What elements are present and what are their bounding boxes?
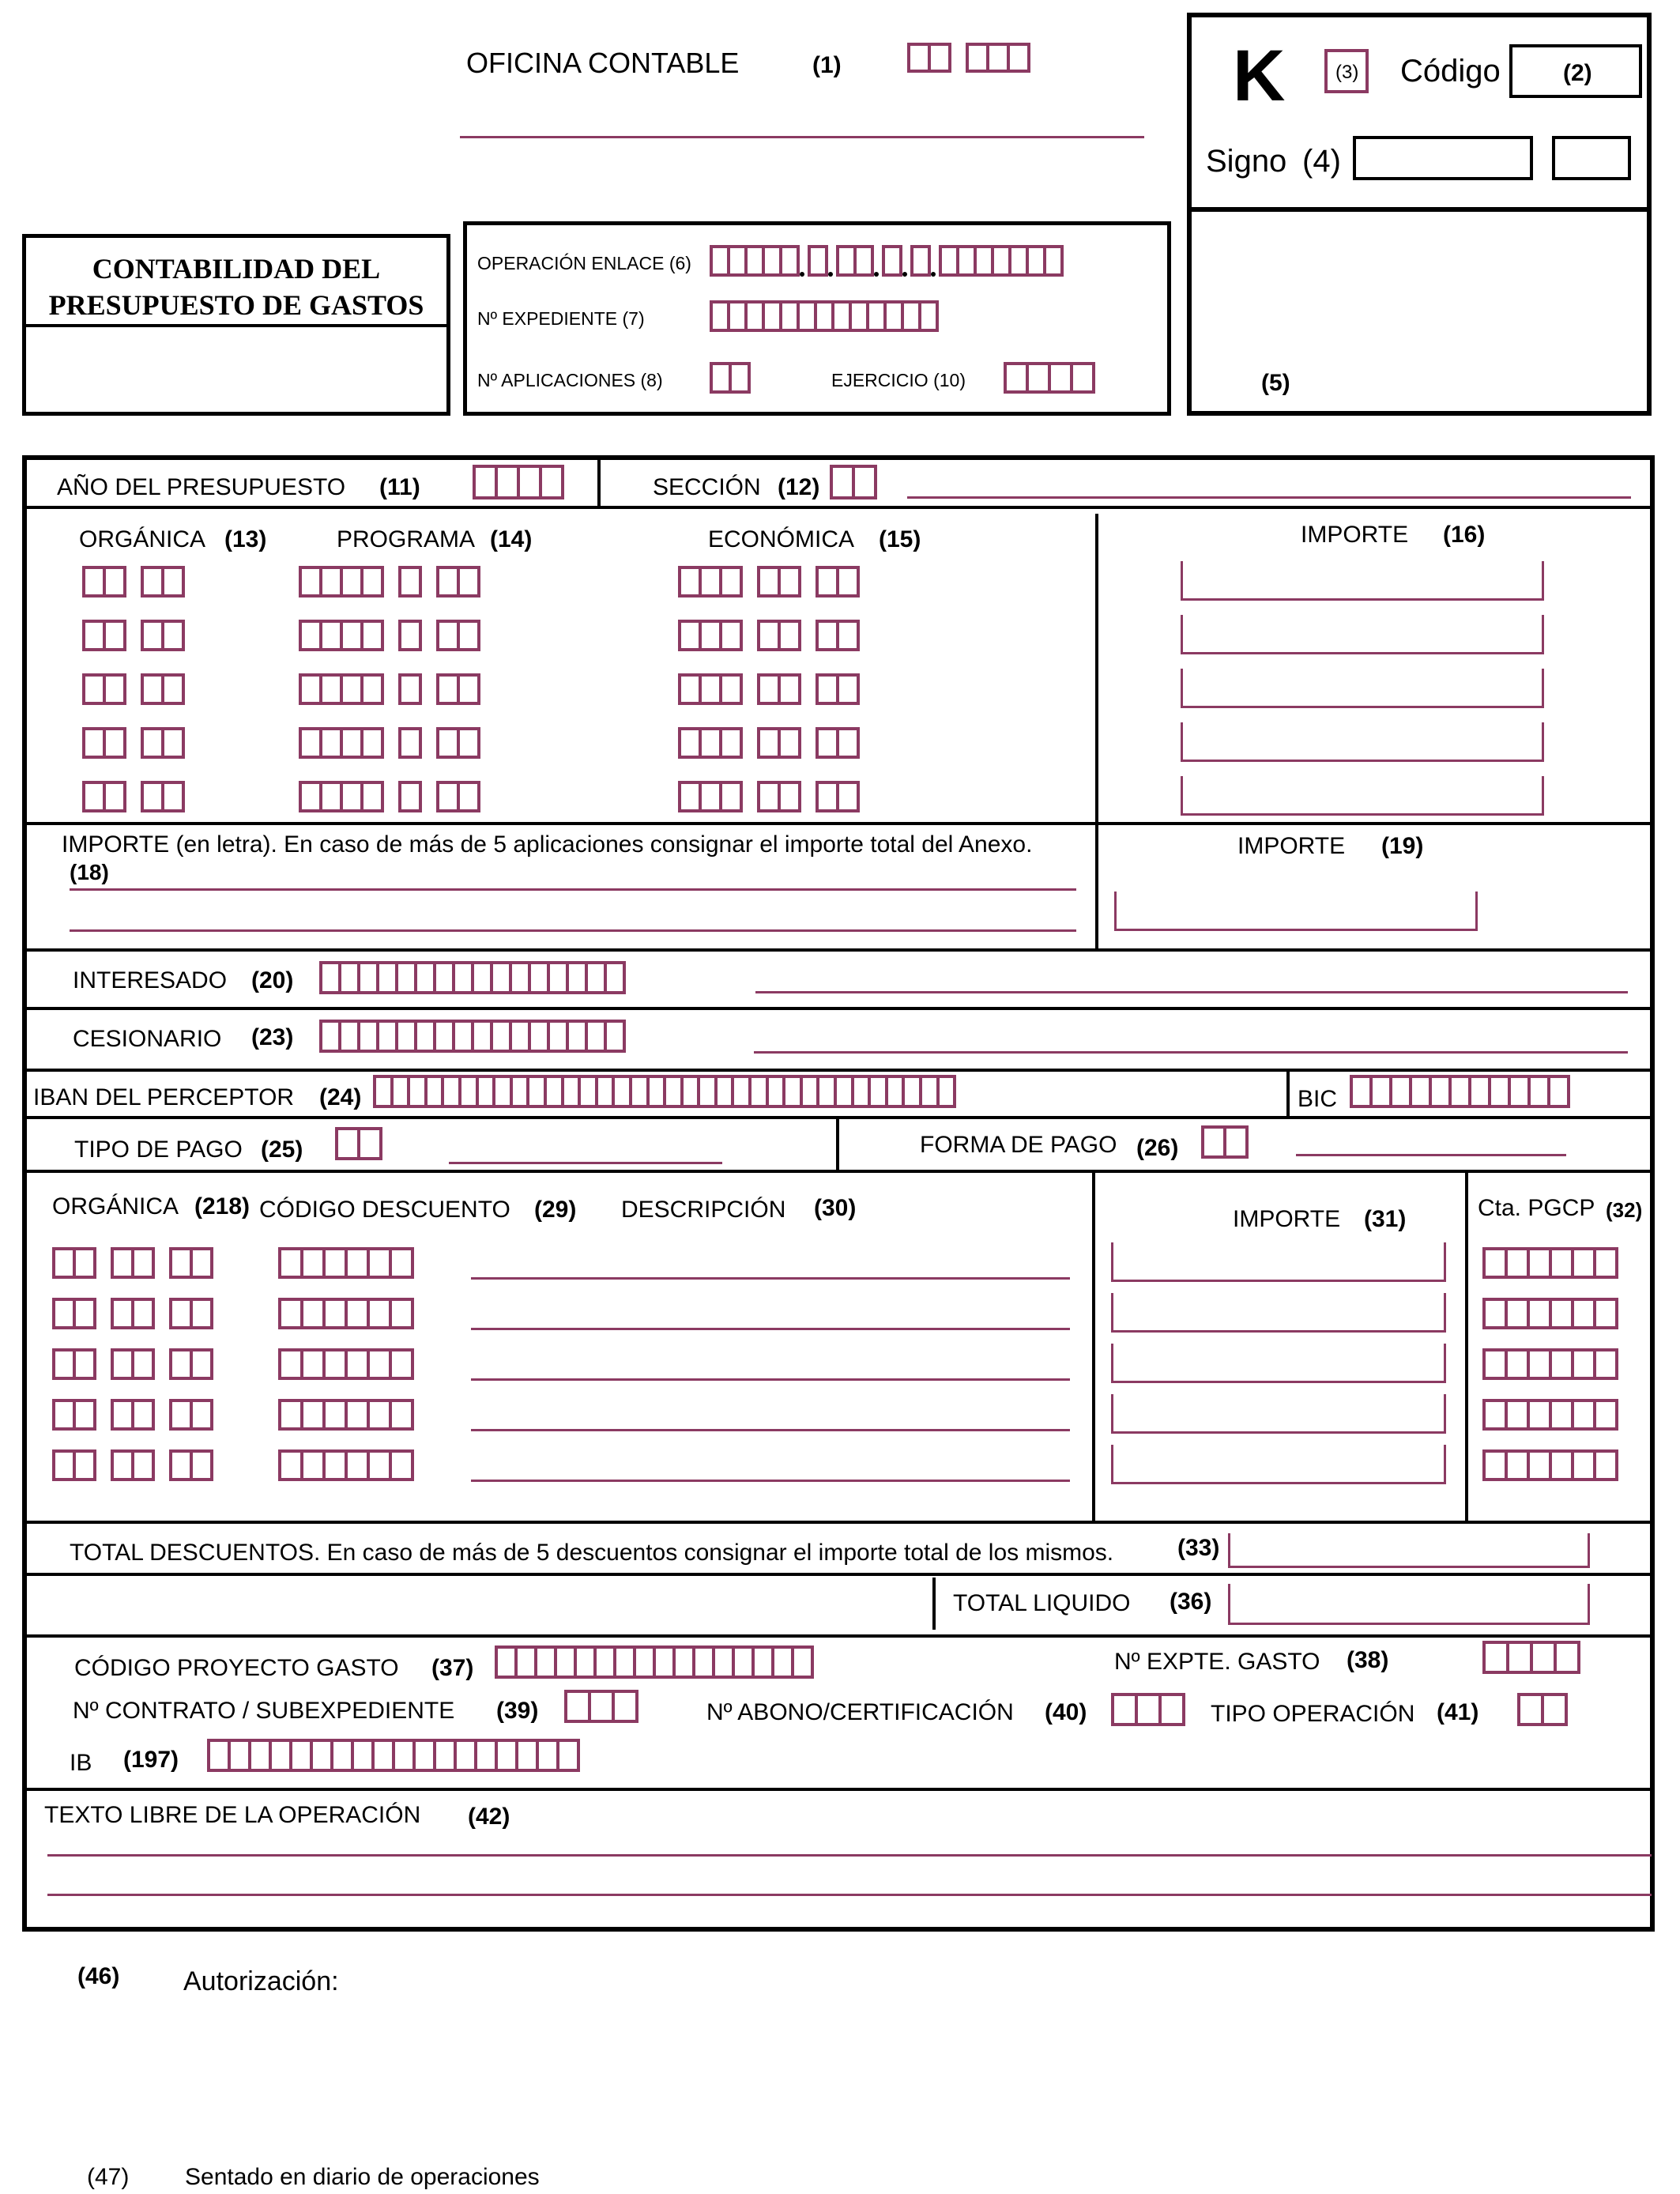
programa-cells[interactable]	[299, 673, 477, 705]
char-cell[interactable]	[778, 727, 801, 759]
codigo-num: (2)	[1563, 60, 1592, 86]
desc-importe-field[interactable]	[1111, 1242, 1446, 1282]
anio-cells[interactable]	[473, 465, 561, 499]
num-46: (46)	[77, 1963, 120, 1989]
codigo-descuento-cells[interactable]	[278, 1247, 411, 1279]
char-cell[interactable]	[389, 1449, 414, 1481]
cesionario-cells[interactable]	[319, 1020, 623, 1053]
interesado-line[interactable]	[755, 991, 1628, 993]
char-cell[interactable]	[836, 673, 860, 705]
char-cell[interactable]	[928, 43, 951, 73]
descripcion-num: (30)	[814, 1195, 857, 1221]
char-cell[interactable]	[190, 1449, 213, 1481]
char-cell[interactable]	[73, 1399, 96, 1431]
char-cell[interactable]	[778, 566, 801, 598]
char-cell[interactable]	[457, 566, 480, 598]
char-cell[interactable]	[389, 1298, 414, 1329]
char-cell[interactable]	[564, 1690, 591, 1723]
economica-cells[interactable]	[678, 673, 857, 705]
desc-organica-cells[interactable]	[52, 1247, 210, 1279]
anio-label: AÑO DEL PRESUPUESTO	[57, 474, 346, 500]
interesado-num: (20)	[251, 967, 294, 993]
codigo-descuento-cells[interactable]	[278, 1449, 411, 1481]
importe19-divider	[1095, 822, 1098, 948]
char-cell[interactable]	[778, 781, 801, 812]
signo-num: (4)	[1302, 144, 1341, 179]
tipo-pago-cells[interactable]	[335, 1127, 379, 1160]
char-cell[interactable]	[853, 245, 874, 277]
ib-num: (197)	[123, 1747, 179, 1773]
contabilidad-divider	[25, 324, 447, 327]
expediente-label: Nº EXPEDIENTE (7)	[477, 308, 645, 329]
char-cell[interactable]	[457, 620, 480, 651]
seccion-cells[interactable]	[830, 465, 874, 499]
tipo-pago-label: TIPO DE PAGO	[74, 1137, 243, 1163]
importe-letra-line-2[interactable]	[70, 929, 1076, 932]
char-cell[interactable]	[604, 961, 626, 994]
programa-cells[interactable]	[299, 727, 477, 759]
separator-dot	[828, 272, 833, 277]
importe19-label: IMPORTE	[1237, 833, 1346, 859]
char-cell[interactable]	[73, 1298, 96, 1329]
codigo-label: Código	[1400, 54, 1501, 89]
expte-gasto-num: (38)	[1347, 1647, 1389, 1673]
char-cell[interactable]	[161, 566, 185, 598]
row-divider-11	[27, 1788, 1650, 1791]
char-cell[interactable]	[1007, 43, 1030, 73]
char-cell[interactable]	[398, 781, 422, 812]
row-divider-9	[27, 1573, 1650, 1576]
cta-pgcp-cells[interactable]	[1482, 1298, 1615, 1329]
organica-cells[interactable]	[82, 620, 182, 651]
interesado-label: INTERESADO	[73, 967, 228, 993]
signo-field-1[interactable]	[1353, 136, 1533, 180]
char-cell[interactable]	[836, 781, 860, 812]
char-cell[interactable]	[360, 620, 384, 651]
char-cell[interactable]	[103, 566, 126, 598]
organica-cells[interactable]	[82, 566, 182, 598]
codigo-descuento-num: (29)	[534, 1197, 577, 1223]
char-cell[interactable]	[389, 1247, 414, 1279]
char-cell[interactable]	[1593, 1449, 1618, 1481]
char-cell[interactable]	[1482, 1641, 1509, 1674]
char-cell[interactable]	[836, 620, 860, 651]
contrato-cells[interactable]	[564, 1690, 635, 1723]
char-cell[interactable]	[389, 1348, 414, 1380]
organica-cells[interactable]	[82, 727, 182, 759]
char-cell[interactable]	[791, 1646, 814, 1679]
row-divider-10	[27, 1634, 1650, 1638]
importe19-field[interactable]	[1114, 892, 1478, 931]
char-cell[interactable]	[1135, 1693, 1162, 1726]
char-cell[interactable]	[1043, 245, 1064, 277]
char-cell[interactable]	[161, 620, 185, 651]
char-cell[interactable]	[131, 1449, 155, 1481]
liquido-divider	[932, 1578, 936, 1630]
separator-dot	[902, 272, 907, 277]
codigo-descuento-cells[interactable]	[278, 1399, 411, 1431]
tipo-operacion-cells[interactable]	[1517, 1693, 1565, 1726]
abono-cells[interactable]	[1111, 1693, 1182, 1726]
k-field-num: (3)	[1335, 62, 1359, 83]
operacion-enlace-cells[interactable]	[710, 245, 1060, 277]
char-cell[interactable]	[719, 620, 743, 651]
tipo-operacion-label: TIPO OPERACIÓN	[1211, 1701, 1415, 1727]
seccion-label: SECCIÓN	[653, 474, 761, 500]
char-cell[interactable]	[190, 1348, 213, 1380]
char-cell[interactable]	[161, 727, 185, 759]
contrato-label: Nº CONTRATO / SUBEXPEDIENTE	[73, 1698, 455, 1724]
oficina-contable-label: OFICINA CONTABLE	[466, 47, 740, 79]
char-cell[interactable]	[719, 781, 743, 812]
abono-num: (40)	[1045, 1699, 1087, 1725]
char-cell[interactable]	[360, 727, 384, 759]
char-cell[interactable]	[103, 673, 126, 705]
row-divider-1	[27, 506, 1650, 509]
num-47: (47)	[87, 2164, 130, 2190]
importe-letra-num: (18)	[70, 860, 109, 884]
cesionario-num: (23)	[251, 1024, 294, 1050]
char-cell[interactable]	[612, 1690, 638, 1723]
char-cell[interactable]	[778, 620, 801, 651]
aplicaciones-divider	[1095, 514, 1098, 822]
oficina-contable-num: (1)	[812, 52, 842, 78]
operacion-enlace-label: OPERACIÓN ENLACE (6)	[477, 253, 691, 273]
codigo-proyecto-label: CÓDIGO PROYECTO GASTO	[74, 1655, 399, 1681]
oficina-contable-cells[interactable]	[907, 43, 1027, 73]
oficina-contable-line[interactable]	[460, 136, 1144, 138]
texto-libre-num: (42)	[468, 1804, 510, 1830]
char-cell[interactable]	[398, 620, 422, 651]
char-cell[interactable]	[1530, 1641, 1557, 1674]
forma-pago-num: (26)	[1136, 1135, 1179, 1161]
char-cell[interactable]	[778, 673, 801, 705]
total-descuentos-label: TOTAL DESCUENTOS. En caso de más de 5 descuentos consignar el importe total de los mismos.	[70, 1540, 1114, 1566]
cta-pgcp-num: (32)	[1606, 1198, 1643, 1222]
descripcion-line[interactable]	[471, 1328, 1070, 1330]
k-letter: K	[1233, 36, 1286, 116]
char-cell[interactable]	[852, 465, 877, 499]
char-cell[interactable]	[1593, 1247, 1618, 1279]
expte-gasto-label: Nº EXPTE. GASTO	[1114, 1649, 1320, 1675]
char-cell[interactable]	[190, 1247, 213, 1279]
desc-importe-label: IMPORTE	[1233, 1206, 1341, 1232]
organica-label: ORGÁNICA	[79, 526, 206, 552]
char-cell[interactable]	[1223, 1125, 1249, 1159]
char-cell[interactable]	[190, 1399, 213, 1431]
tipo-operacion-num: (41)	[1437, 1699, 1479, 1725]
expediente-cells[interactable]	[710, 300, 936, 332]
char-cell[interactable]	[131, 1298, 155, 1329]
k-field-box[interactable]	[1324, 49, 1369, 93]
char-cell[interactable]	[161, 781, 185, 812]
char-cell[interactable]	[910, 245, 931, 277]
row-divider-4	[27, 1007, 1650, 1010]
char-cell[interactable]	[457, 781, 480, 812]
descripcion-label: DESCRIPCIÓN	[621, 1197, 786, 1223]
separator-dot	[931, 272, 936, 277]
importe-letra-label: IMPORTE (en letra). En caso de más de 5 aplicaciones consignar el importe total del Anexo.	[62, 831, 1033, 858]
row-divider-2	[27, 822, 1650, 825]
programa-label: PROGRAMA	[337, 526, 476, 552]
row-divider-8	[27, 1521, 1650, 1524]
char-cell[interactable]	[719, 566, 743, 598]
ib-cells[interactable]	[207, 1739, 577, 1772]
contabilidad-title-line1: CONTABILIDAD DEL	[92, 253, 381, 285]
codigo-descuento-cells[interactable]	[278, 1298, 411, 1329]
importe-field[interactable]	[1181, 561, 1544, 601]
char-cell[interactable]	[161, 673, 185, 705]
char-cell[interactable]	[1070, 362, 1095, 394]
importe-field[interactable]	[1181, 722, 1544, 762]
desc-organica-cells[interactable]	[52, 1348, 210, 1380]
bic-divider	[1286, 1069, 1290, 1116]
desc-organica-cells[interactable]	[52, 1449, 210, 1481]
total-liquido-label: TOTAL LIQUIDO	[953, 1590, 1131, 1616]
char-cell[interactable]	[1593, 1348, 1618, 1380]
signo-label: Signo	[1206, 144, 1287, 179]
descripcion-line[interactable]	[471, 1378, 1070, 1381]
economica-cells[interactable]	[678, 620, 857, 651]
interesado-cells[interactable]	[319, 961, 623, 994]
cesionario-line[interactable]	[754, 1051, 1628, 1054]
separator-dot	[874, 272, 879, 277]
seccion-num: (12)	[778, 474, 820, 500]
texto-libre-line-2[interactable]	[47, 1894, 1652, 1896]
texto-libre-label: TEXTO LIBRE DE LA OPERACIÓN	[44, 1802, 421, 1828]
char-cell[interactable]	[1517, 1693, 1544, 1726]
char-cell[interactable]	[719, 673, 743, 705]
row-divider-3	[27, 948, 1650, 952]
codigo-descuento-cells[interactable]	[278, 1348, 411, 1380]
char-cell[interactable]	[604, 1020, 626, 1053]
box5-num: (5)	[1261, 370, 1290, 396]
char-cell[interactable]	[398, 673, 422, 705]
char-cell[interactable]	[457, 673, 480, 705]
forma-pago-cells[interactable]	[1201, 1125, 1245, 1159]
char-cell[interactable]	[1547, 1075, 1570, 1108]
bic-label: BIC	[1298, 1086, 1338, 1112]
char-cell[interactable]	[389, 1399, 414, 1431]
signo-field-2[interactable]	[1552, 136, 1631, 180]
char-cell[interactable]	[190, 1298, 213, 1329]
ib-label: IB	[70, 1750, 92, 1776]
total-liquido-field[interactable]	[1228, 1584, 1590, 1625]
desc-organica-cells[interactable]	[52, 1399, 210, 1431]
economica-label: ECONÓMICA	[708, 526, 855, 552]
programa-cells[interactable]	[299, 620, 477, 651]
char-cell[interactable]	[1506, 1641, 1533, 1674]
forma-pago-line[interactable]	[1296, 1154, 1566, 1156]
economica-cells[interactable]	[678, 566, 857, 598]
char-cell[interactable]	[1111, 1693, 1138, 1726]
bic-cells[interactable]	[1350, 1075, 1567, 1108]
desc-importe-field[interactable]	[1111, 1293, 1446, 1333]
importe-num: (16)	[1443, 522, 1486, 548]
economica-cells[interactable]	[678, 781, 857, 812]
char-cell[interactable]	[539, 465, 564, 499]
char-cell[interactable]	[588, 1690, 615, 1723]
iban-label: IBAN DEL PERCEPTOR	[33, 1084, 295, 1110]
char-cell[interactable]	[398, 566, 422, 598]
char-cell[interactable]	[808, 245, 828, 277]
codigo-proyecto-num: (37)	[431, 1655, 474, 1681]
total-liquido-num: (36)	[1170, 1589, 1212, 1615]
economica-cells[interactable]	[678, 727, 857, 759]
tipo-pago-line[interactable]	[449, 1162, 722, 1164]
char-cell[interactable]	[457, 727, 480, 759]
programa-cells[interactable]	[299, 566, 477, 598]
desc-importe-num: (31)	[1364, 1206, 1407, 1232]
importe-field[interactable]	[1181, 776, 1544, 816]
char-cell[interactable]	[357, 1127, 382, 1160]
programa-cells[interactable]	[299, 781, 477, 812]
char-cell[interactable]	[729, 362, 751, 394]
char-cell[interactable]	[103, 727, 126, 759]
char-cell[interactable]	[556, 1739, 580, 1772]
char-cell[interactable]	[1554, 1641, 1580, 1674]
tipo-pago-num: (25)	[261, 1137, 303, 1163]
char-cell[interactable]	[360, 566, 384, 598]
autorizacion-label: Autorización:	[183, 1966, 339, 1996]
cta-pgcp-cells[interactable]	[1482, 1399, 1615, 1431]
char-cell[interactable]	[398, 727, 422, 759]
char-cell[interactable]	[131, 1247, 155, 1279]
char-cell[interactable]	[1593, 1298, 1618, 1329]
k-box-divider	[1192, 207, 1647, 212]
separator-dot	[800, 272, 804, 277]
total-descuentos-num: (33)	[1177, 1535, 1220, 1561]
importe-field[interactable]	[1181, 615, 1544, 654]
row-divider-7	[27, 1170, 1650, 1173]
char-cell[interactable]	[1593, 1399, 1618, 1431]
abono-label: Nº ABONO/CERTIFICACIÓN	[706, 1699, 1014, 1725]
desc-organica-label: ORGÁNICA	[52, 1193, 179, 1220]
ejercicio-cells[interactable]	[1004, 362, 1092, 394]
aplicaciones-label: Nº APLICACIONES (8)	[477, 370, 663, 390]
char-cell[interactable]	[1158, 1693, 1185, 1726]
cta-pgcp-cells[interactable]	[1482, 1348, 1615, 1380]
sentado-label: Sentado en diario de operaciones	[185, 2164, 540, 2190]
char-cell[interactable]	[836, 727, 860, 759]
ejercicio-label: EJERCICIO (10)	[831, 370, 966, 390]
cta-pgcp-label: Cta. PGCP	[1478, 1195, 1595, 1221]
desc-organica-cells[interactable]	[52, 1298, 210, 1329]
importe-label: IMPORTE	[1301, 522, 1409, 548]
cta-pgcp-cells[interactable]	[1482, 1449, 1615, 1481]
char-cell[interactable]	[1541, 1693, 1568, 1726]
texto-libre-line-1[interactable]	[47, 1854, 1652, 1857]
pago-divider	[836, 1116, 839, 1170]
codigo-proyecto-cells[interactable]	[495, 1646, 811, 1679]
total-descuentos-field[interactable]	[1228, 1533, 1590, 1568]
organica-num: (13)	[224, 526, 267, 552]
descripcion-line[interactable]	[471, 1277, 1070, 1280]
contrato-num: (39)	[496, 1698, 539, 1724]
codigo-descuento-label: CÓDIGO DESCUENTO	[259, 1197, 510, 1223]
organica-cells[interactable]	[82, 781, 182, 812]
desc-divider-1	[1092, 1170, 1095, 1521]
char-cell[interactable]	[936, 1075, 957, 1108]
importe-letra-line-1[interactable]	[70, 888, 1076, 891]
char-cell[interactable]	[882, 245, 902, 277]
row-divider-5	[27, 1069, 1650, 1072]
economica-num: (15)	[879, 526, 921, 552]
anio-num: (11)	[379, 474, 420, 500]
char-cell[interactable]	[719, 727, 743, 759]
cta-pgcp-cells[interactable]	[1482, 1247, 1615, 1279]
char-cell[interactable]	[131, 1348, 155, 1380]
iban-num: (24)	[319, 1084, 362, 1110]
desc-organica-num: (218)	[194, 1193, 250, 1220]
organica-cells[interactable]	[82, 673, 182, 705]
char-cell[interactable]	[836, 566, 860, 598]
char-cell[interactable]	[360, 673, 384, 705]
importe-field[interactable]	[1181, 669, 1544, 708]
anio-divider	[597, 460, 601, 506]
expte-gasto-cells[interactable]	[1482, 1641, 1577, 1674]
char-cell[interactable]	[73, 1348, 96, 1380]
char-cell[interactable]	[103, 620, 126, 651]
contabilidad-title-line2: PRESUPUESTO DE GASTOS	[48, 289, 424, 321]
desc-importe-field[interactable]	[1111, 1394, 1446, 1434]
importe19-num: (19)	[1381, 833, 1424, 859]
char-cell[interactable]	[131, 1399, 155, 1431]
char-cell[interactable]	[73, 1247, 96, 1279]
descripcion-line[interactable]	[471, 1480, 1070, 1482]
char-cell[interactable]	[779, 245, 800, 277]
forma-pago-label: FORMA DE PAGO	[920, 1132, 1117, 1158]
cesionario-label: CESIONARIO	[73, 1026, 222, 1052]
char-cell[interactable]	[918, 300, 939, 332]
char-cell[interactable]	[360, 781, 384, 812]
iban-cells[interactable]	[373, 1075, 953, 1108]
seccion-line[interactable]	[907, 496, 1631, 499]
codigo-field[interactable]	[1509, 44, 1642, 98]
programa-num: (14)	[490, 526, 533, 552]
desc-importe-field[interactable]	[1111, 1445, 1446, 1484]
char-cell[interactable]	[103, 781, 126, 812]
desc-divider-2	[1465, 1170, 1468, 1521]
desc-importe-field[interactable]	[1111, 1344, 1446, 1383]
char-cell[interactable]	[73, 1449, 96, 1481]
aplicaciones-cells[interactable]	[710, 362, 748, 394]
descripcion-line[interactable]	[471, 1429, 1070, 1431]
